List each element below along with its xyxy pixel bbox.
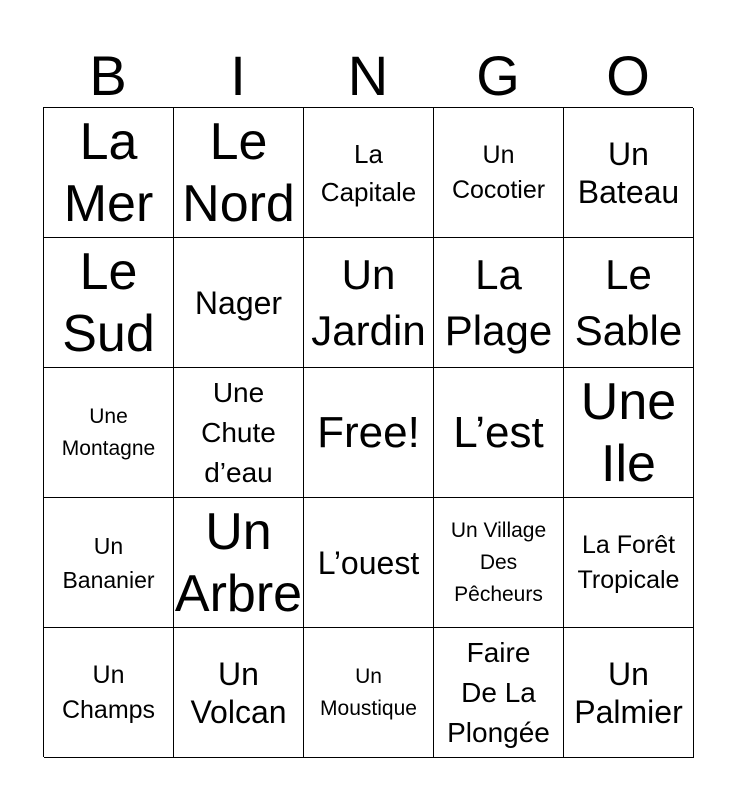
bingo-cell-r1c3[interactable]: La Capitale	[304, 108, 434, 238]
bingo-cell-r3c5[interactable]: Une Ile	[564, 368, 694, 498]
bingo-cell-r5c5[interactable]: Un Palmier	[564, 628, 694, 758]
bingo-cell-r3c1[interactable]: Une Montagne	[44, 368, 174, 498]
bingo-cell-r1c4[interactable]: Un Cocotier	[434, 108, 564, 238]
bingo-cell-r2c3[interactable]: Un Jardin	[304, 238, 434, 368]
header-letter-i: I	[230, 44, 246, 107]
bingo-cell-r2c5[interactable]: Le Sable	[564, 238, 694, 368]
bingo-cell-r1c1[interactable]: La Mer	[44, 108, 174, 238]
bingo-cell-r4c3[interactable]: L’ouest	[304, 498, 434, 628]
bingo-cell-r2c1[interactable]: Le Sud	[44, 238, 174, 368]
header-letter-b: B	[89, 44, 127, 107]
header-letter-g: G	[476, 44, 520, 107]
bingo-cell-r4c2[interactable]: Un Arbre	[174, 498, 304, 628]
bingo-cell-r2c2[interactable]: Nager	[174, 238, 304, 368]
bingo-cell-r2c4[interactable]: La Plage	[434, 238, 564, 368]
bingo-cell-r1c2[interactable]: Le Nord	[174, 108, 304, 238]
bingo-board	[43, 107, 693, 757]
bingo-cell-r3c2[interactable]: Une Chute d’eau	[174, 368, 304, 498]
bingo-cell-r5c2[interactable]: Un Volcan	[174, 628, 304, 758]
header-letter-n: N	[347, 44, 389, 107]
bingo-cell-free[interactable]: Free!	[304, 368, 434, 498]
bingo-cell-r1c5[interactable]: Un Bateau	[564, 108, 694, 238]
header-letter-o: O	[606, 44, 650, 107]
bingo-cell-r5c4[interactable]: Faire De La Plongée	[434, 628, 564, 758]
bingo-cell-r5c1[interactable]: Un Champs	[44, 628, 174, 758]
bingo-cell-r4c5[interactable]: La Forêt Tropicale	[564, 498, 694, 628]
bingo-cell-r4c4[interactable]: Un Village Des Pêcheurs	[434, 498, 564, 628]
bingo-header	[43, 44, 693, 108]
bingo-cell-r4c1[interactable]: Un Bananier	[44, 498, 174, 628]
bingo-cell-r3c4[interactable]: L’est	[434, 368, 564, 498]
bingo-cell-r5c3[interactable]: Un Moustique	[304, 628, 434, 758]
